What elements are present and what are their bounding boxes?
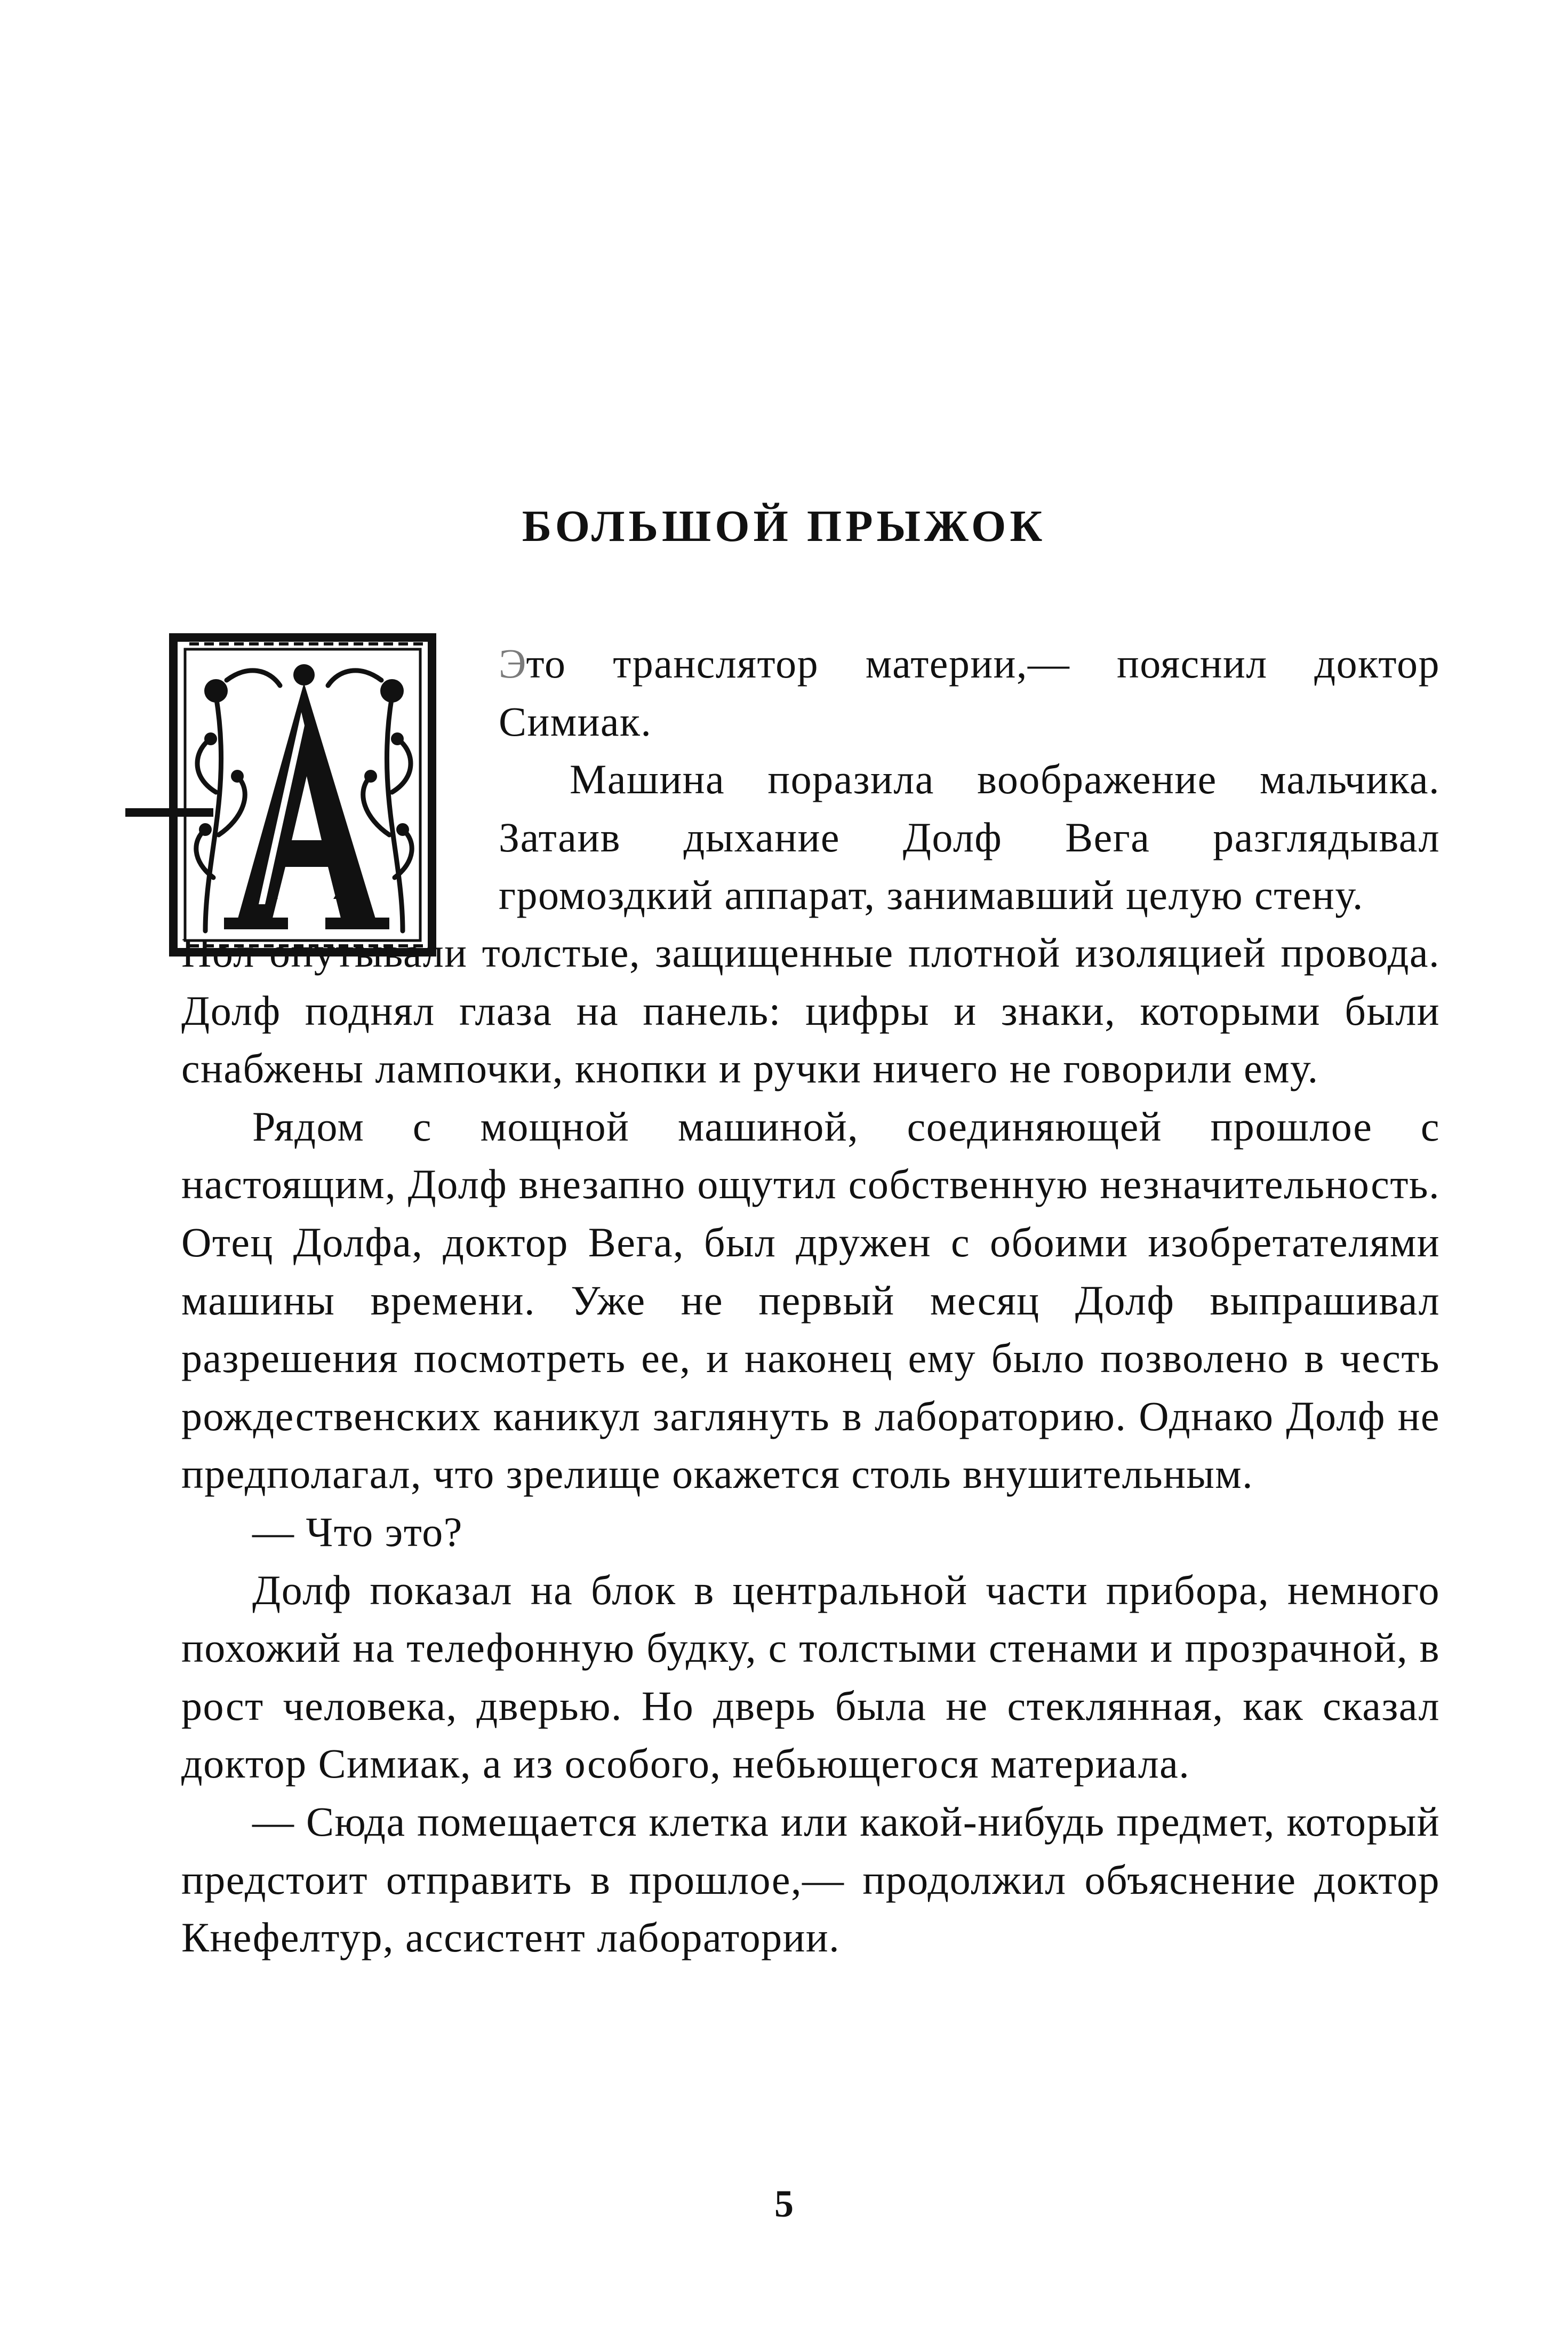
paragraph-2-rest: Пол опутывали толстые, защищенные плотной изоляцией провода. Долф поднял глаза на панель: цифры и знаки, которыми были снабжены лампочки, кнопки и ручки ничего не говорили ему.: [181, 929, 1440, 1092]
paragraph-1-text: то транслятор материи,— пояснил доктор Симиак.: [499, 640, 1440, 745]
paragraph-2-first: Машина поразила воображение мальчика. Затаив дыхание Долф Вега разглядывал громоздкий аппарат, занимавший целую стену.: [499, 756, 1440, 919]
paragraph-4: — Что это?: [252, 1508, 463, 1555]
drop-cap: [125, 632, 477, 958]
paragraph-3: Рядом с мощной машиной, соединяющей прошлое с настоящим, Долф внезапно ощутил собственную незначительность. Отец Долфа, доктор Вега, был дружен с обоими изобретателями машины времени. Уже не первый месяц Долф выпрашивал разрешения посмотреть ее, и наконец ему было позволено в честь рождественских каникул заглянуть в лабораторию. Однако Долф не предполагал, что зрелище окажется столь внушительным.: [181, 1103, 1440, 1497]
first-paragraph: [499, 635, 1440, 925]
body-text: [181, 924, 1440, 1967]
paragraph-5: Долф показал на блок в центральной части прибора, немного похожий на телефонную будку, с толстыми стенами и прозрачной, в рост человека, дверью. Но дверь была не стеклянная, как сказал доктор Симиак, а из особого, небьющегося материала.: [181, 1566, 1440, 1787]
paragraph-1: [499, 635, 1440, 751]
page-number: 5: [774, 2182, 794, 2225]
ornamental-initial-icon: [125, 632, 477, 958]
paragraph-6: — Сюда помещается клетка или какой-нибудь предмет, который предстоит отправить в прошлое,— продолжил объяснение доктор Кнефелтур, ассистент лаборатории.: [181, 1798, 1440, 1961]
drop-cap-letter: Э: [499, 640, 526, 687]
chapter-title: БОЛЬШОЙ ПРЫЖОК: [522, 501, 1046, 551]
